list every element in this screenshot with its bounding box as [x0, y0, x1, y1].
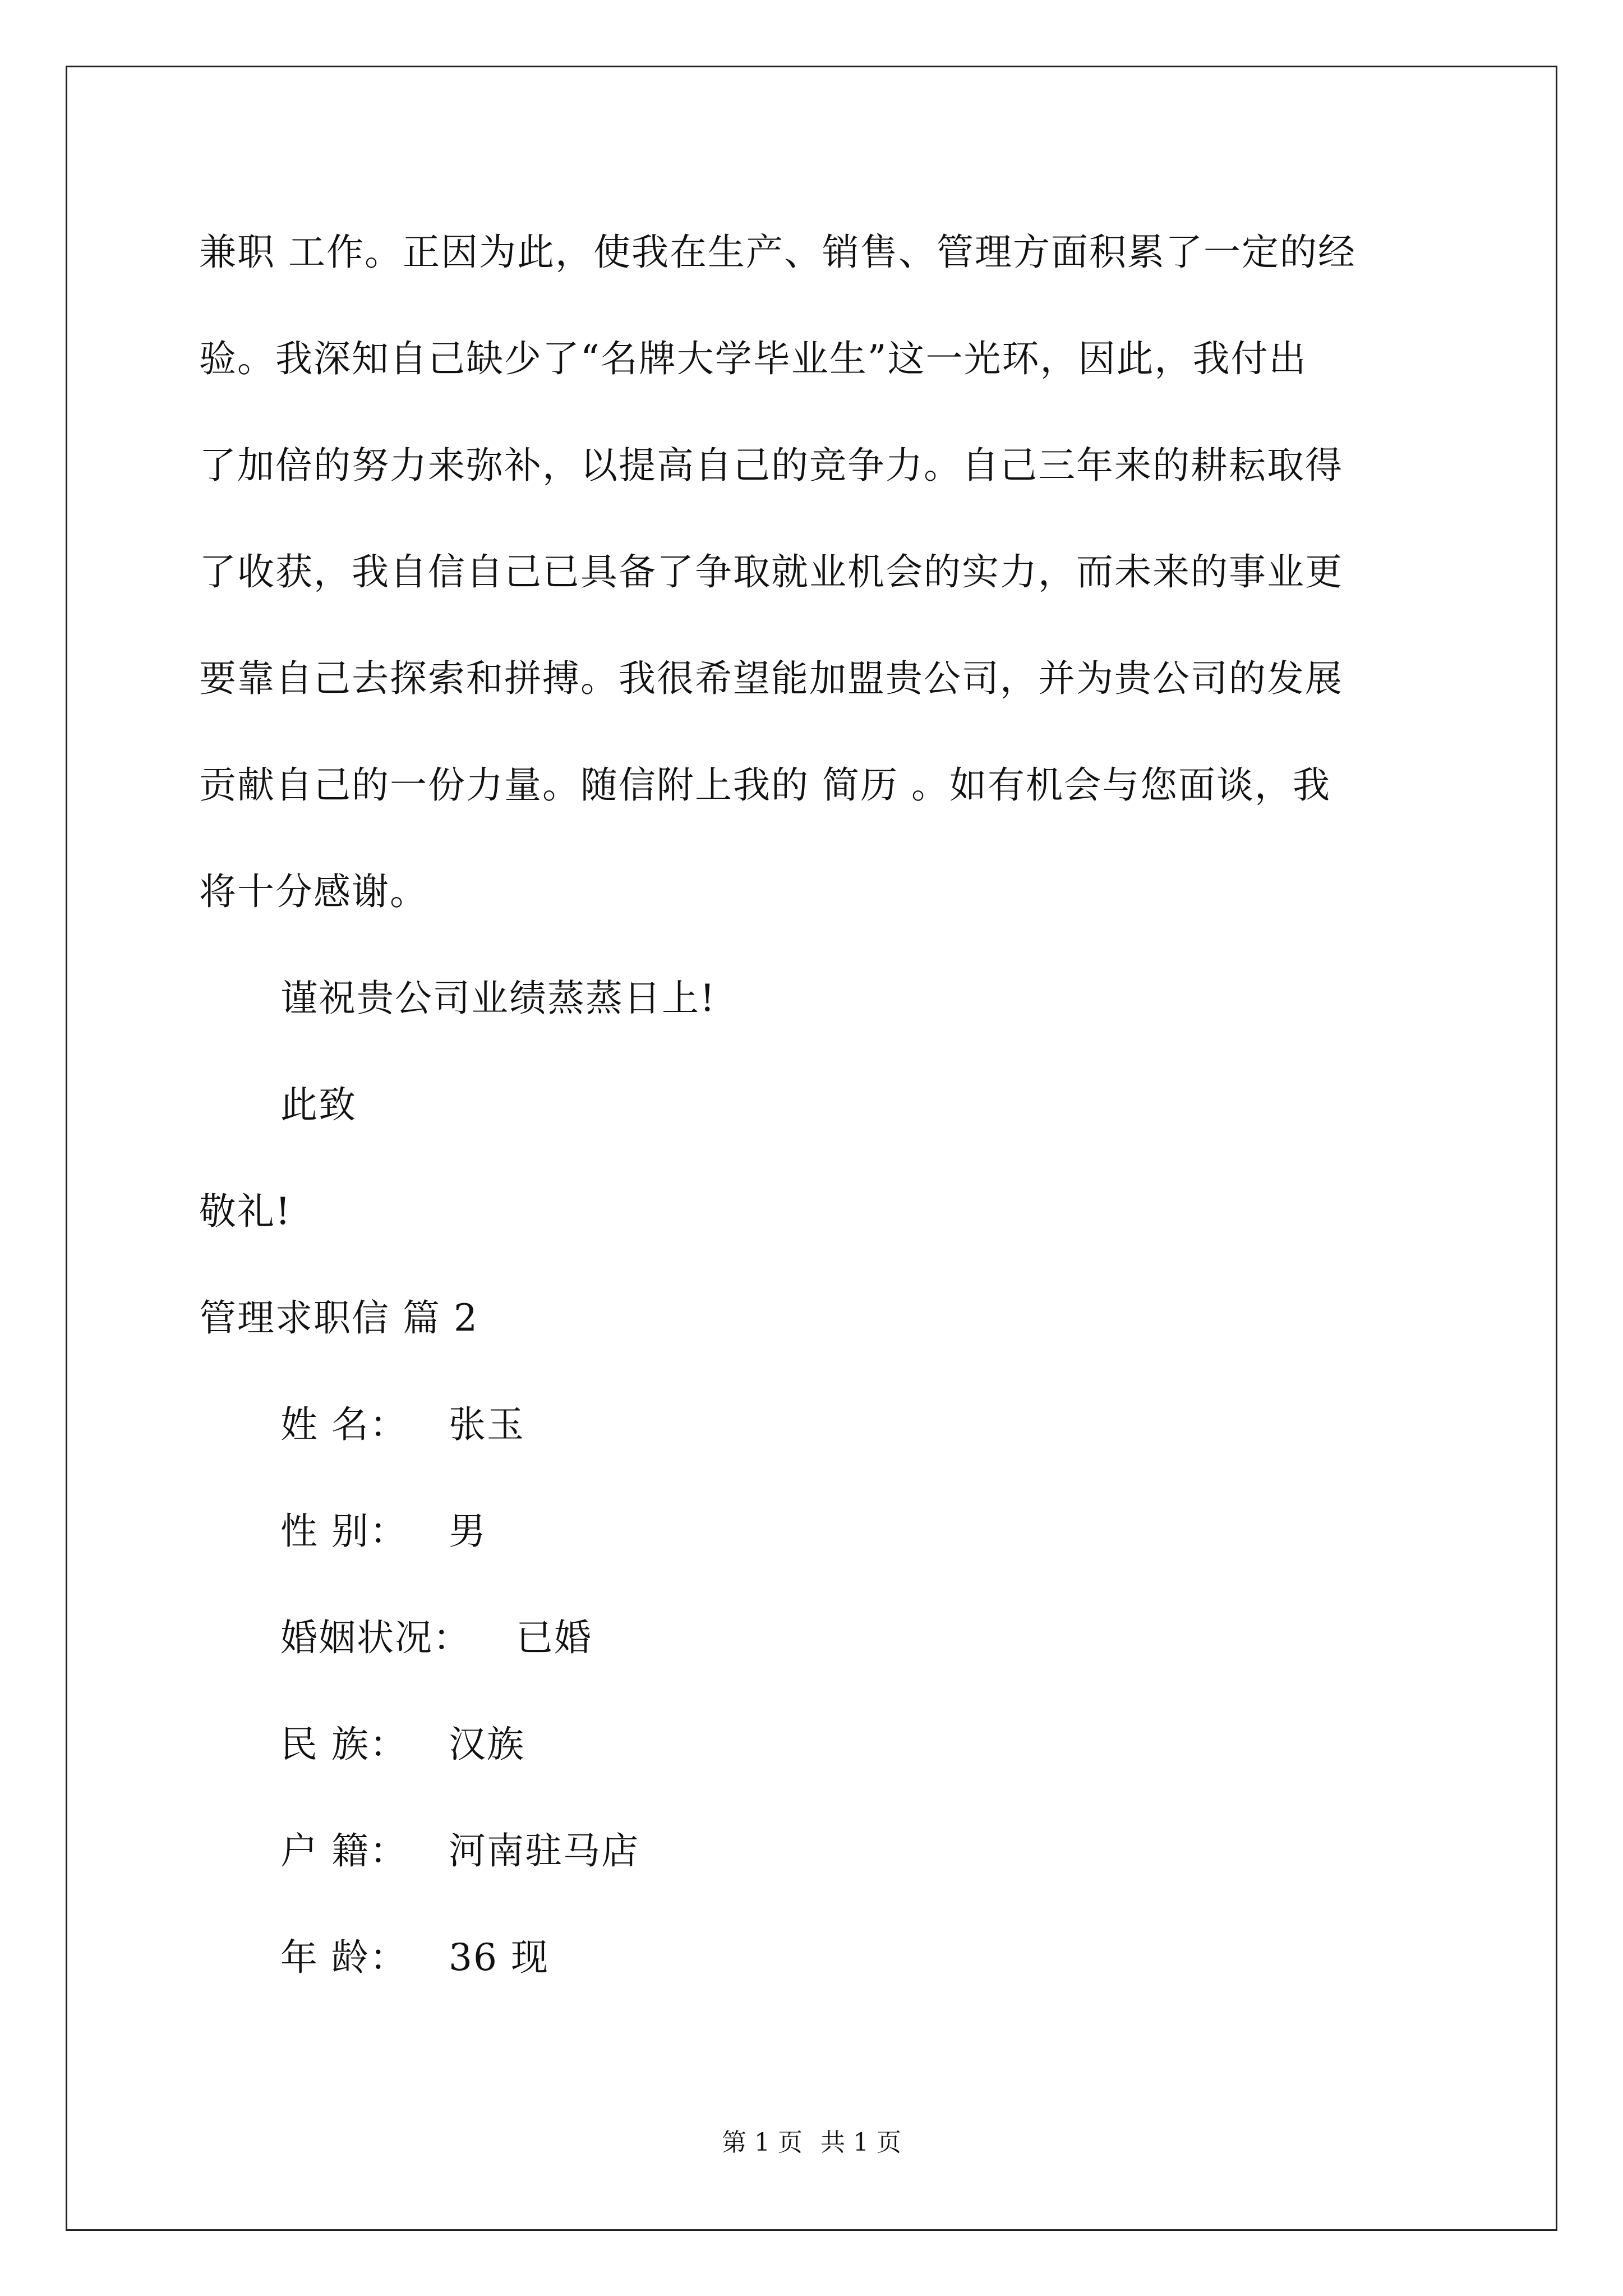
profile-label: 民 族：	[280, 1723, 408, 1766]
page-total: 共 1 页	[820, 2128, 901, 2157]
paragraph-line: 验。我深知自己缺少了“名牌大学毕业生”这一光环，因此，我付出	[199, 337, 1307, 380]
profile-label: 性 别：	[280, 1510, 408, 1553]
profile-value: 已婚	[516, 1616, 592, 1659]
profile-row-marital	[280, 1585, 592, 1691]
page-footer	[0, 2126, 1623, 2160]
profile-row-ethnicity	[280, 1691, 525, 1798]
paragraph-line: 了加倍的努力来弥补，以提高自己的竞争力。自己三年来的耕耘取得	[199, 444, 1343, 487]
paragraph-line: 要靠自己去探索和拼搏。我很希望能加盟贵公司，并为贵公司的发展	[199, 657, 1343, 700]
profile-row-hometown	[280, 1798, 639, 1904]
profile-row-gender	[280, 1478, 487, 1585]
profile-label: 婚姻状况：	[280, 1616, 471, 1659]
profile-label: 年 龄：	[280, 1936, 408, 1979]
profile-row-age	[280, 1904, 549, 2011]
profile-label: 姓 名：	[280, 1403, 408, 1446]
section-title: 管理求职信 篇 2	[199, 1296, 478, 1340]
page-number: 第 1 页	[722, 2128, 803, 2157]
profile-value: 张玉	[449, 1403, 525, 1446]
profile-value: 汉族	[449, 1723, 525, 1766]
profile-label: 户 籍：	[280, 1829, 408, 1872]
paragraph-line: 将十分感谢。	[199, 870, 428, 913]
paragraph-line: 兼职 工作。正因为此，使我在生产、销售、管理方面积累了一定的经	[199, 231, 1356, 274]
paragraph-line: 了收获，我自信自己已具备了争取就业机会的实力，而未来的事业更	[199, 550, 1343, 593]
profile-value: 男	[449, 1510, 487, 1553]
profile-value: 河南驻马店	[449, 1829, 639, 1872]
salutation: 敬礼!	[199, 1190, 292, 1233]
closing-phrase: 此致	[280, 1083, 357, 1126]
paragraph-line: 贡献自己的一份力量。随信附上我的 简历 。如有机会与您面谈，我	[199, 763, 1331, 807]
profile-value: 36 现	[449, 1936, 549, 1979]
closing-wish: 谨祝贵公司业绩蒸蒸日上!	[280, 977, 716, 1020]
profile-row-name	[280, 1372, 525, 1478]
